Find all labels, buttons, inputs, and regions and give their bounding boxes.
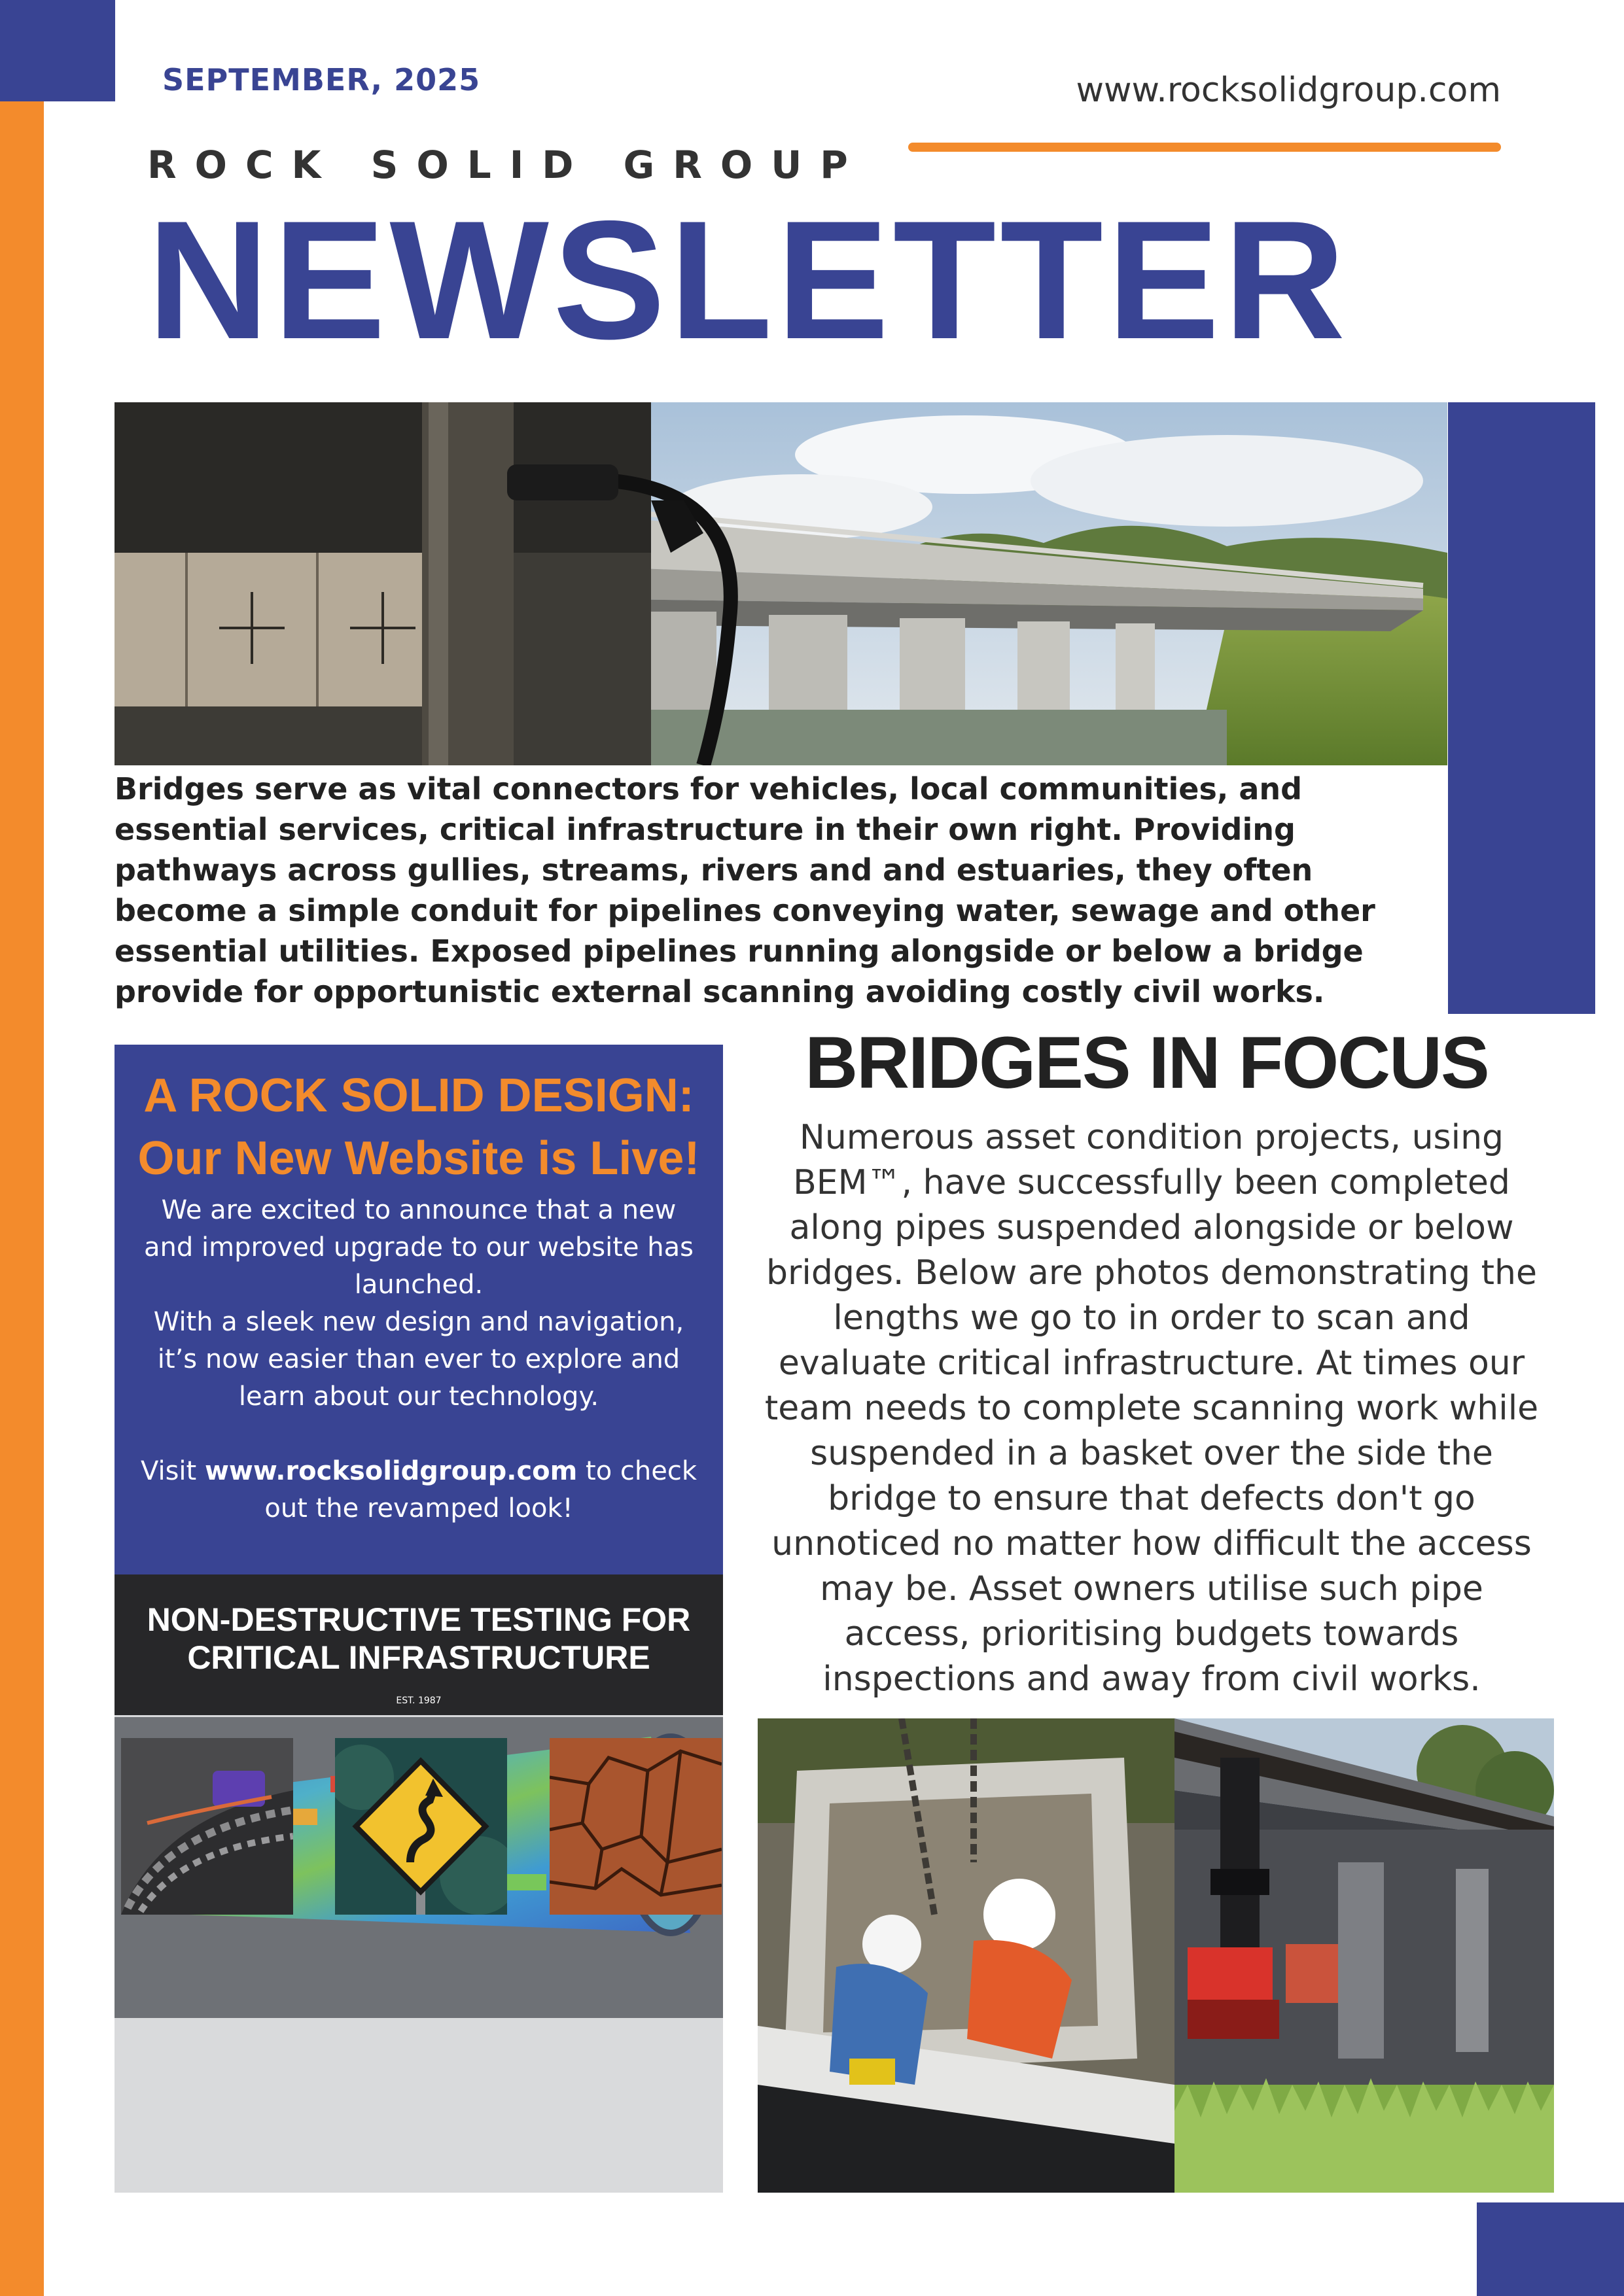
workers-in-pit-photo xyxy=(758,1718,1174,2193)
preview-headline: NON-DESTRUCTIVE TESTING FOR CRITICAL INFRASTRUCTURE xyxy=(147,1601,691,1676)
issue-date: SEPTEMBER, 2025 xyxy=(162,62,481,97)
hero-bridge-photo xyxy=(115,402,1447,765)
promo-heading-line-2: Our New Website is Live! xyxy=(137,1132,700,1185)
website-link[interactable]: www.rocksolidgroup.com xyxy=(1076,71,1501,110)
promo-visit-prefix: Visit xyxy=(140,1456,197,1486)
cracked-earth-thumbnail xyxy=(550,1738,722,1915)
brand-name: ROCK SOLID GROUP xyxy=(147,143,866,187)
promo-heading xyxy=(115,1064,723,1190)
promo-paragraph-1: We are excited to announce that a new and improved upgrade to our website has launched. xyxy=(144,1195,694,1300)
bridges-in-focus-body: Numerous asset condition projects, using BEM™, have successfully been completed along pipes suspended alongside or below bridges. Below are photos demonstrating the lengths we go to in order to scan and evaluate critical infrastructure. At times our team needs to complete scanning work while suspended in a basket over the side the bridge to ensure that defects don't go unnoticed no matter how difficult the access may be. Asset owners utilise such pipe access, prioritising budgets towards inspections and away from civil works. xyxy=(764,1118,1539,1699)
promo-visit-line xyxy=(134,1453,703,1527)
promo-body xyxy=(134,1192,703,1527)
corner-block-bottom-right xyxy=(1477,2202,1624,2296)
newsletter-title: NEWSLETTER xyxy=(147,185,1350,374)
promo-website-link[interactable]: www.rocksolidgroup.com xyxy=(204,1456,578,1486)
right-accent-bar xyxy=(1448,402,1595,1014)
preview-established: EST. 1987 xyxy=(396,1696,442,1706)
intro-paragraph: Bridges serve as vital connectors for vehicles, local communities, and essential services, critical infrastructure in their own right. Providing pathways across gullies, streams, rivers and and estuaries, they often become a simple conduit for pipelines conveying water, sewage and other essential utilities. Exposed pipelines running alongside or below a bridge provide for opportunistic external scanning avoiding costly civil works. xyxy=(115,771,1375,1009)
bridge-pipe-access-photo xyxy=(1174,1718,1554,2193)
tyre-scan-thumbnail xyxy=(121,1738,293,1915)
corner-block-top-left xyxy=(0,0,115,101)
header-rule xyxy=(908,143,1501,152)
promo-heading-line-1: A ROCK SOLID DESIGN: xyxy=(143,1070,694,1122)
left-accent-stripe xyxy=(0,101,44,2296)
promo-visit-suffix: to check out the revamped look! xyxy=(264,1456,697,1523)
website-launch-card xyxy=(115,1045,723,1574)
promo-paragraph-2: With a sleek new design and navigation, it’s now easier than ever to explore and learn about our technology. xyxy=(153,1307,684,1412)
bridges-in-focus-heading: BRIDGES IN FOCUS xyxy=(805,1022,1489,1104)
winding-road-sign-thumbnail xyxy=(335,1738,507,1915)
